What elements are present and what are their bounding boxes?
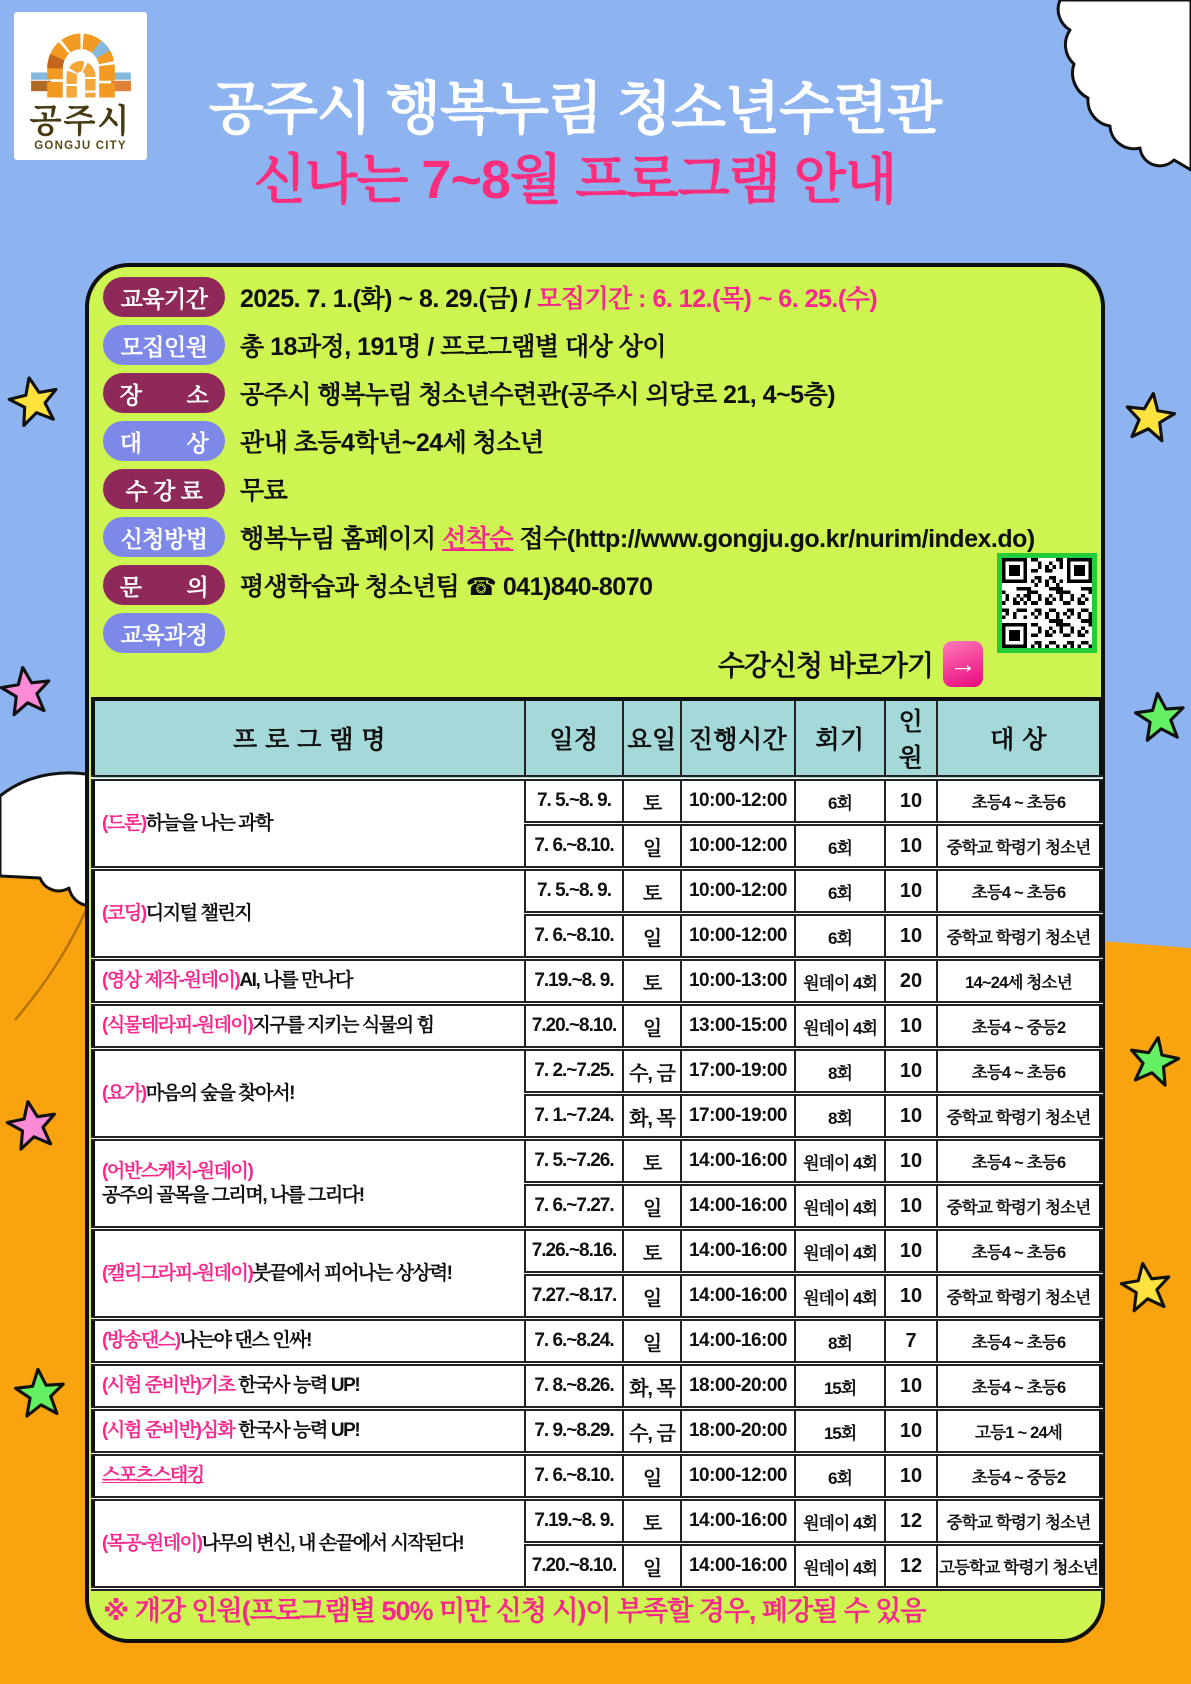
info-text <box>240 423 544 459</box>
page-subtitle: 신나는 7~8월 프로그램 안내 <box>253 149 897 210</box>
cell-target: 초등4 ~ 초등6 <box>937 1139 1101 1184</box>
info-row <box>103 465 1093 513</box>
cell-weekday: 토 <box>623 1139 681 1184</box>
cell-capacity: 10 <box>885 869 937 914</box>
cell-sessions: 6회 <box>795 1454 885 1499</box>
arrow-right-icon[interactable]: → <box>943 641 983 687</box>
cell-target: 초등4 ~ 초등6 <box>937 778 1101 824</box>
cell-target: 중학교 학령기 청소년 <box>937 1094 1101 1139</box>
cell-time: 14:00-16:00 <box>681 1499 795 1544</box>
cell-time: 10:00-12:00 <box>681 778 795 824</box>
star-icon <box>0 663 55 720</box>
info-text-segment: 무료 <box>240 477 288 505</box>
program-name: (시험 준비반)심화 한국사 능력 UP! <box>93 1409 525 1454</box>
cell-sessions: 6회 <box>795 778 885 824</box>
info-text <box>240 471 287 507</box>
cell-time: 14:00-16:00 <box>681 1184 795 1229</box>
table-row <box>93 1409 1101 1454</box>
cell-time: 10:00-12:00 <box>681 1454 795 1499</box>
cell-time: 10:00-13:00 <box>681 959 795 1004</box>
column-header: 회기 <box>795 699 885 778</box>
cell-time: 14:00-16:00 <box>681 1274 795 1319</box>
cell-capacity: 10 <box>885 1229 937 1274</box>
info-text-segment: 평생학습과 청소년팀 ☎ 041)840-8070 <box>240 573 653 601</box>
cell-target: 초등4 ~ 초등6 <box>937 1319 1101 1364</box>
star-icon <box>1124 1032 1184 1090</box>
cell-target: 초등4 ~ 초등6 <box>937 1229 1101 1274</box>
column-header: 요일 <box>623 699 681 778</box>
info-text <box>240 519 1035 555</box>
program-name: (요가)마음의 숲을 찾아서! <box>93 1049 525 1139</box>
info-label-pill: 수 강 료 <box>103 469 225 509</box>
info-text-segment: ) <box>1026 525 1035 553</box>
cell-time: 14:00-16:00 <box>681 1319 795 1364</box>
header <box>130 77 1020 210</box>
cell-weekday: 일 <box>623 1454 681 1499</box>
gongju-arch-icon <box>29 18 133 102</box>
cell-capacity: 12 <box>885 1544 937 1589</box>
info-text-segment: 2025. 7. 1.(화) ~ 8. 29.(금) / <box>240 285 538 313</box>
table-row <box>93 1049 1101 1094</box>
cell-capacity: 10 <box>885 1004 937 1049</box>
cell-sessions: 15회 <box>795 1409 885 1454</box>
program-name: (어반스케치-원데이) 공주의 골목을 그리며, 나를 그리다! <box>93 1139 525 1229</box>
cell-capacity: 10 <box>885 1184 937 1229</box>
table-row <box>93 1139 1101 1184</box>
info-label-pill: 신청방법 <box>103 517 225 557</box>
table-row <box>93 869 1101 914</box>
info-text <box>240 279 877 315</box>
cell-time: 10:00-12:00 <box>681 869 795 914</box>
application-url[interactable]: http://www.gongju.go.kr/nurim/index.do <box>574 525 1027 553</box>
cell-time: 17:00-19:00 <box>681 1094 795 1139</box>
cell-schedule: 7. 5.~8. 9. <box>525 778 623 824</box>
cell-target: 14~24세 청소년 <box>937 959 1101 1004</box>
cell-schedule: 7. 6.~8.10. <box>525 914 623 959</box>
cell-sessions: 15회 <box>795 1364 885 1409</box>
program-name: 스포츠스태킹 <box>93 1454 525 1499</box>
star-icon <box>12 1366 68 1420</box>
column-header: 대 상 <box>937 699 1101 778</box>
cell-capacity: 20 <box>885 959 937 1004</box>
cell-sessions: 6회 <box>795 869 885 914</box>
cell-capacity: 10 <box>885 778 937 824</box>
info-row <box>103 417 1093 465</box>
cell-capacity: 10 <box>885 1139 937 1184</box>
program-name: (목공-원데이)나무의 변신, 내 손끝에서 시작된다! <box>93 1499 525 1589</box>
cell-sessions: 8회 <box>795 1319 885 1364</box>
cloud-icon <box>1046 0 1191 190</box>
cell-weekday: 토 <box>623 869 681 914</box>
course-table-header <box>93 699 1101 778</box>
cell-target: 초등4 ~ 중등2 <box>937 1454 1101 1499</box>
cell-time: 18:00-20:00 <box>681 1409 795 1454</box>
cell-time: 17:00-19:00 <box>681 1049 795 1094</box>
cell-schedule: 7. 6.~8.10. <box>525 824 623 869</box>
cell-target: 초등4 ~ 초등6 <box>937 869 1101 914</box>
info-row <box>103 513 1093 561</box>
cell-weekday: 토 <box>623 778 681 824</box>
cell-sessions: 8회 <box>795 1049 885 1094</box>
cell-weekday: 토 <box>623 959 681 1004</box>
table-row <box>93 959 1101 1004</box>
cell-schedule: 7.19.~8. 9. <box>525 959 623 1004</box>
cell-weekday: 수, 금 <box>623 1049 681 1094</box>
info-row <box>103 321 1093 369</box>
info-row <box>103 273 1093 321</box>
table-row <box>93 1319 1101 1364</box>
page-title: 공주시 행복누림 청소년수련관 <box>208 77 942 141</box>
logo-city-name-en: GONGJU CITY <box>34 140 127 152</box>
cell-sessions: 원데이 4회 <box>795 1184 885 1229</box>
cell-schedule: 7.19.~8. 9. <box>525 1499 623 1544</box>
cell-schedule: 7. 6.~7.27. <box>525 1184 623 1229</box>
cell-weekday: 화, 목 <box>623 1364 681 1409</box>
cell-time: 18:00-20:00 <box>681 1364 795 1409</box>
info-text-segment: 공주시 행복누림 청소년수련관(공주시 의당로 21, 4~5층) <box>240 381 836 409</box>
cell-schedule: 7. 9.~8.29. <box>525 1409 623 1454</box>
info-text <box>240 327 666 363</box>
info-label-pill: 교육기간 <box>103 277 225 317</box>
table-row <box>93 1499 1101 1544</box>
signup-shortcut-label[interactable]: 수강신청 바로가기 <box>717 650 933 681</box>
cell-capacity: 7 <box>885 1319 937 1364</box>
column-header: 인원 <box>885 699 937 778</box>
cell-sessions: 원데이 4회 <box>795 1229 885 1274</box>
qr-code-pattern <box>1002 558 1092 648</box>
cell-weekday: 일 <box>623 1184 681 1229</box>
cell-weekday: 일 <box>623 1274 681 1319</box>
content-panel <box>85 263 1105 1643</box>
cell-schedule: 7. 2.~7.25. <box>525 1049 623 1094</box>
info-text-segment: 행복누림 홈페이지 <box>240 525 443 553</box>
course-table <box>91 697 1103 1591</box>
cell-schedule: 7. 1.~7.24. <box>525 1094 623 1139</box>
cell-sessions: 8회 <box>795 1094 885 1139</box>
table-row <box>93 1364 1101 1409</box>
cell-time: 13:00-15:00 <box>681 1004 795 1049</box>
cell-schedule: 7. 8.~8.26. <box>525 1364 623 1409</box>
cell-time: 14:00-16:00 <box>681 1229 795 1274</box>
table-row <box>93 1004 1101 1049</box>
footnote: ※ 개강 인원(프로그램별 50% 미만 신청 시)이 부족할 경우, 폐강될 수 있음 <box>103 1596 926 1626</box>
info-text-segment: 모집기간 : 6. 12.(목) ~ 6. 25.(수) <box>537 285 878 313</box>
info-list <box>103 273 1093 657</box>
program-name: (드론)하늘을 나는 과학 <box>93 778 525 869</box>
cell-target: 초등4 ~ 중등2 <box>937 1004 1101 1049</box>
info-text-segment: 선착순 <box>442 525 514 553</box>
cell-sessions: 원데이 4회 <box>795 1499 885 1544</box>
logo-city-name: 공주시 <box>29 102 132 139</box>
info-label-pill: 장 소 <box>103 373 225 413</box>
star-icon <box>3 371 64 431</box>
info-text <box>240 375 835 411</box>
cell-capacity: 10 <box>885 1049 937 1094</box>
cell-weekday: 일 <box>623 1319 681 1364</box>
program-name: (식물테라피-원데이)지구를 지키는 식물의 힘 <box>93 1004 525 1049</box>
info-label-pill: 모집인원 <box>103 325 225 365</box>
cell-target: 초등4 ~ 초등6 <box>937 1364 1101 1409</box>
info-label-pill: 대 상 <box>103 421 225 461</box>
program-name: (영상 제작-원데이)AI, 나를 만나다 <box>93 959 525 1004</box>
gongju-city-logo <box>14 12 147 160</box>
cell-sessions: 원데이 4회 <box>795 959 885 1004</box>
program-name: (캘리그라피-원데이)붓끝에서 피어나는 상상력! <box>93 1229 525 1319</box>
cell-target: 고등1 ~ 24세 <box>937 1409 1101 1454</box>
column-header: 일정 <box>525 699 623 778</box>
cell-target: 중학교 학령기 청소년 <box>937 1499 1101 1544</box>
cell-schedule: 7.20.~8.10. <box>525 1004 623 1049</box>
cell-time: 14:00-16:00 <box>681 1544 795 1589</box>
star-icon <box>1121 389 1179 446</box>
cell-weekday: 일 <box>623 1544 681 1589</box>
info-text-segment: 총 18과정, 191명 / 프로그램별 대상 상이 <box>240 333 667 361</box>
cell-sessions: 원데이 4회 <box>795 1274 885 1319</box>
cell-target: 초등4 ~ 초등6 <box>937 1049 1101 1094</box>
cell-weekday: 토 <box>623 1499 681 1544</box>
cell-time: 10:00-12:00 <box>681 914 795 959</box>
cell-target: 중학교 학령기 청소년 <box>937 914 1101 959</box>
cell-capacity: 10 <box>885 914 937 959</box>
star-icon <box>1132 689 1189 744</box>
info-label-pill: 교육과정 <box>103 613 225 653</box>
cell-schedule: 7.27.~8.17. <box>525 1274 623 1319</box>
cell-capacity: 12 <box>885 1499 937 1544</box>
cell-target: 중학교 학령기 청소년 <box>937 824 1101 869</box>
info-text-segment: 접수( <box>513 525 575 553</box>
info-text-segment: 관내 초등4학년~24세 청소년 <box>240 429 544 457</box>
cell-target: 고등학교 학령기 청소년 <box>937 1544 1101 1589</box>
info-row <box>103 561 1093 609</box>
cell-sessions: 원데이 4회 <box>795 1544 885 1589</box>
table-row <box>93 1229 1101 1274</box>
cell-weekday: 일 <box>623 914 681 959</box>
table-row <box>93 778 1101 824</box>
cell-weekday: 수, 금 <box>623 1409 681 1454</box>
cell-capacity: 10 <box>885 1094 937 1139</box>
cell-schedule: 7. 5.~8. 9. <box>525 869 623 914</box>
cell-sessions: 6회 <box>795 914 885 959</box>
cell-weekday: 토 <box>623 1229 681 1274</box>
cell-capacity: 10 <box>885 1454 937 1499</box>
cell-weekday: 일 <box>623 1004 681 1049</box>
course-table-body <box>93 778 1101 1589</box>
star-icon <box>1117 1259 1175 1316</box>
signup-shortcut[interactable] <box>718 641 983 687</box>
cell-schedule: 7.26.~8.16. <box>525 1229 623 1274</box>
star-icon <box>2 1096 62 1154</box>
column-header: 프 로 그 램 명 <box>93 699 525 778</box>
cell-schedule: 7. 5.~7.26. <box>525 1139 623 1184</box>
cell-capacity: 10 <box>885 824 937 869</box>
info-label-pill: 문 의 <box>103 565 225 605</box>
program-name: (방송댄스)나는야 댄스 인싸! <box>93 1319 525 1364</box>
cell-sessions: 원데이 4회 <box>795 1139 885 1184</box>
qr-code[interactable] <box>997 553 1097 653</box>
cell-time: 10:00-12:00 <box>681 824 795 869</box>
cell-sessions: 원데이 4회 <box>795 1004 885 1049</box>
column-header: 진행시간 <box>681 699 795 778</box>
info-row <box>103 369 1093 417</box>
cell-capacity: 10 <box>885 1409 937 1454</box>
cell-target: 중학교 학령기 청소년 <box>937 1184 1101 1229</box>
info-text <box>240 567 653 603</box>
cell-capacity: 10 <box>885 1274 937 1319</box>
cell-capacity: 10 <box>885 1364 937 1409</box>
table-row <box>93 1454 1101 1499</box>
cell-schedule: 7. 6.~8.24. <box>525 1319 623 1364</box>
cell-weekday: 화, 목 <box>623 1094 681 1139</box>
cell-schedule: 7.20.~8.10. <box>525 1544 623 1589</box>
cell-sessions: 6회 <box>795 824 885 869</box>
program-name: (시험 준비반)기초 한국사 능력 UP! <box>93 1364 525 1409</box>
cell-weekday: 일 <box>623 824 681 869</box>
program-name: (코딩)디지털 챌린지 <box>93 869 525 959</box>
cell-schedule: 7. 6.~8.10. <box>525 1454 623 1499</box>
cell-target: 중학교 학령기 청소년 <box>937 1274 1101 1319</box>
cell-time: 14:00-16:00 <box>681 1139 795 1184</box>
